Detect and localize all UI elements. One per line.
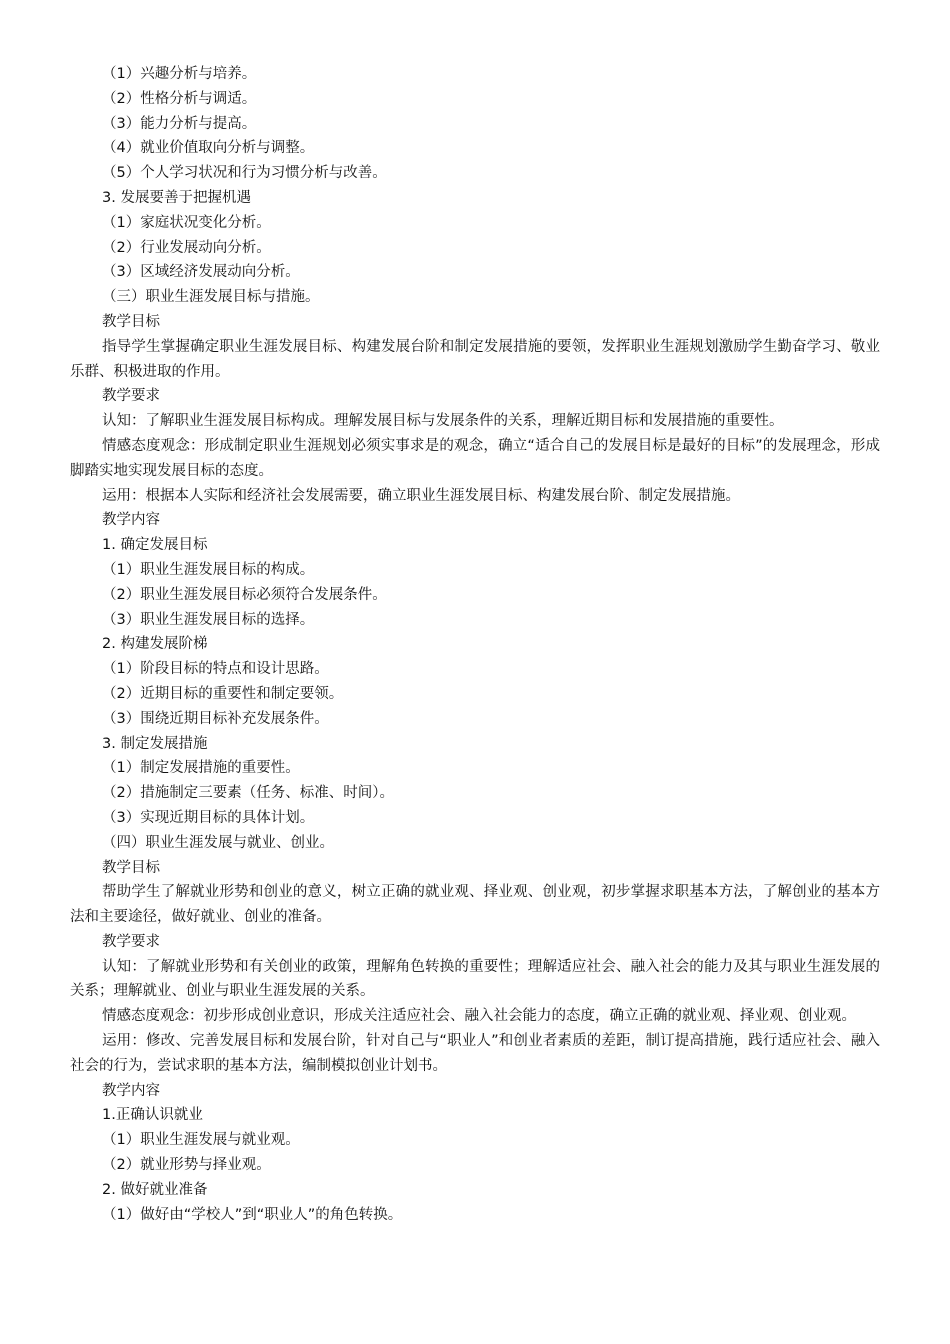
list-item-personality: （2）性格分析与调适。 xyxy=(102,90,257,107)
section-heading-ladder: 2. 构建发展阶梯 xyxy=(102,636,208,653)
paragraph-attitude-3: 情感态度观念：形成制定职业生涯规划必须实事求是的观念，确立“适合自己的发展目标是最好的目标”的发展理念，形成脚踏实地实现发展目标的态度。 xyxy=(70,437,880,479)
list-item-supplement: （3）围绕近期目标补充发展条件。 xyxy=(102,710,329,727)
list-item-employment-view: （1）职业生涯发展与就业观。 xyxy=(102,1132,300,1149)
paragraph-cognition-4: 认知：了解就业形势和有关创业的政策，理解角色转换的重要性；理解适应社会、融入社会的能力及其与职业生涯发展的关系；理解就业、创业与职业生涯发展的关系。 xyxy=(70,958,880,1000)
paragraph-cognition-3: 认知：了解职业生涯发展目标构成。理解发展目标与发展条件的关系，理解近期目标和发展措施的重要性。 xyxy=(102,413,784,430)
heading-teaching-goal-4: 教学目标 xyxy=(102,859,160,876)
section-heading-goal: 1. 确定发展目标 xyxy=(102,537,208,554)
list-item-concrete-plan: （3）实现近期目标的具体计划。 xyxy=(102,809,315,826)
section-heading-preparation: 2. 做好就业准备 xyxy=(102,1181,208,1198)
list-item-interest: （1）兴趣分析与培养。 xyxy=(102,66,257,82)
section-heading-employment: 1.正确认识就业 xyxy=(102,1107,203,1124)
list-item-regional: （3）区域经济发展动向分析。 xyxy=(102,264,300,281)
paragraph-goal-3: 指导学生掌握确定职业生涯发展目标、构建发展台阶和制定发展措施的要领，发挥职业生涯规划激励学生勤奋学习、敬业乐群、积极进取的作用。 xyxy=(70,338,880,380)
paragraph-application-4: 运用：修改、完善发展目标和发展台阶，针对自己与“职业人”和创业者素质的差距，制订提高措施，践行适应社会、融入社会的行为，尝试求职的基本方法，编制模拟创业计划书。 xyxy=(70,1033,880,1074)
list-item-ability: （3）能力分析与提高。 xyxy=(102,115,257,132)
list-item-goal-choice: （3）职业生涯发展目标的选择。 xyxy=(102,611,315,628)
heading-teaching-content: 教学内容 xyxy=(102,512,160,529)
list-item-near-term: （2）近期目标的重要性和制定要领。 xyxy=(102,685,344,702)
paragraph-attitude-4: 情感态度观念：初步形成创业意识，形成关注适应社会、融入社会能力的态度，确立正确的就业观、择业观、创业观。 xyxy=(102,1008,856,1025)
section-heading-opportunity: 3. 发展要善于把握机遇 xyxy=(102,189,251,206)
list-item-study-habits: （5）个人学习状况和行为习惯分析与改善。 xyxy=(102,165,387,182)
heading-teaching-requirement-4: 教学要求 xyxy=(102,933,160,950)
list-item-three-elements: （2）措施制定三要素（任务、标准、时间）。 xyxy=(102,785,394,802)
list-item-industry: （2）行业发展动向分析。 xyxy=(102,239,271,256)
chapter-heading-4: （四）职业生涯发展与就业、创业。 xyxy=(102,834,334,851)
paragraph-goal-4: 帮助学生了解就业形势和创业的意义，树立正确的就业观、择业观、创业观，初步掌握求职基本方法，了解创业的基本方法和主要途径，做好就业、创业的准备。 xyxy=(70,884,880,926)
chapter-heading-3: （三）职业生涯发展目标与措施。 xyxy=(102,289,320,306)
list-item-job-selection: （2）就业形势与择业观。 xyxy=(102,1157,271,1174)
list-item-family: （1）家庭状况变化分析。 xyxy=(102,214,271,231)
section-heading-measures: 3. 制定发展措施 xyxy=(102,735,208,752)
list-item-measures-importance: （1）制定发展措施的重要性。 xyxy=(102,760,300,777)
list-item-stage-goals: （1）阶段目标的特点和设计思路。 xyxy=(102,661,329,678)
heading-teaching-requirement: 教学要求 xyxy=(102,388,160,405)
list-item-values: （4）就业价值取向分析与调整。 xyxy=(102,140,315,157)
list-item-goal-structure: （1）职业生涯发展目标的构成。 xyxy=(102,561,315,578)
heading-teaching-goal: 教学目标 xyxy=(102,313,160,330)
document-body xyxy=(70,62,880,1227)
list-item-goal-conditions: （2）职业生涯发展目标必须符合发展条件。 xyxy=(102,586,387,603)
paragraph-application-3: 运用：根据本人实际和经济社会发展需要，确立职业生涯发展目标、构建发展台阶、制定发展措施。 xyxy=(102,487,740,504)
heading-teaching-content-4: 教学内容 xyxy=(102,1082,160,1099)
list-item-role-change: （1）做好由“学校人”到“职业人”的角色转换。 xyxy=(102,1206,403,1223)
